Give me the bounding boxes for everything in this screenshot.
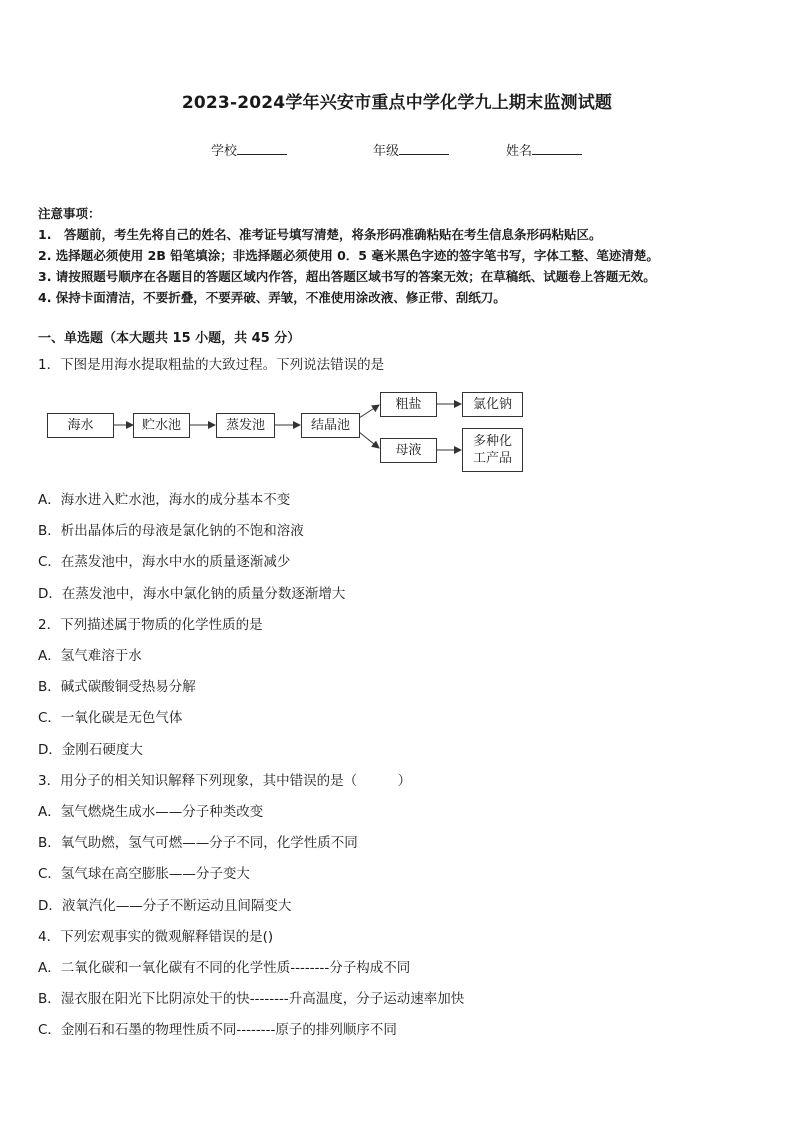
option: A．氢气难溶于水 [38,648,142,664]
question-stem: 4．下列宏观事实的微观解释错误的是() [38,929,274,945]
option: C．一氧化碳是无色气体 [38,710,183,726]
grade-label: 年级 [373,144,400,159]
option: C．氢气球在高空膨胀——分子变大 [38,866,250,882]
option: A．氢气燃烧生成水——分子种类改变 [38,804,264,820]
chemical-products-box [462,428,523,472]
name-label: 姓名 [506,144,533,159]
page-title: 2023-2024学年兴安市重点中学化学九上期末监测试题 [181,93,613,113]
option: A．海水进入贮水池，海水的成分基本不变 [38,492,291,508]
option: D．金刚石硬度大 [38,742,143,758]
nacl-box: 氯化钠 [462,392,523,417]
note-item: 4. 保持卡面清洁，不要折叠，不要弄破、弄皱，不准使用涂改液、修正带、刮纸刀。 [38,290,506,305]
option: B．析出晶体后的母液是氯化钠的不饱和溶液 [38,523,304,539]
option: B．湿衣服在阳光下比阴凉处干的快--------升高温度，分子运动速率加快 [38,991,465,1007]
note-item: 1. 答题前，考生先将自己的姓名、准考证号填写清楚，将条形码准确粘贴在考生信息条形码粘贴区。 [38,227,602,242]
option: B．碱式碳酸铜受热易分解 [38,679,196,695]
note-item: 2. 选择题必须使用 2B 铅笔填涂；非选择题必须使用 0．5 毫米黑色字迹的签字笔书写，字体工整、笔迹清楚。 [38,248,659,263]
option: D．在蒸发池中，海水中氯化钠的质量分数逐渐增大 [38,586,346,602]
option: A．二氧化碳和一氧化碳有不同的化学性质--------分子构成不同 [38,960,411,976]
option: B．氧气助燃，氢气可燃——分子不同，化学性质不同 [38,835,358,851]
reservoir-box: 贮水池 [133,413,190,438]
question-stem: 3．用分子的相关知识解释下列现象，其中错误的是（ ） [38,773,412,789]
crude-salt-box: 粗盐 [380,392,437,417]
products-line: 工产品 [472,451,512,466]
evaporation-box: 蒸发池 [216,413,275,438]
school-label: 学校 [211,144,238,159]
notes-heading: 注意事项： [38,206,101,221]
option: C．金刚石和石墨的物理性质不同--------原子的排列顺序不同 [38,1022,397,1038]
section-heading: 一、单选题（本大题共 15 小题，共 45 分） [38,331,301,346]
question-stem: 1．下图是用海水提取粗盐的大致过程。下列说法错误的是 [38,357,385,373]
question-stem: 2．下列描述属于物质的化学性质的是 [38,617,263,633]
option: C．在蒸发池中，海水中水的质量逐渐减少 [38,554,291,570]
option: D．液氧汽化——分子不断运动且间隔变大 [38,898,292,914]
seawater-box: 海水 [47,413,114,438]
note-item: 3. 请按照题号顺序在各题目的答题区域内作答，超出答题区域书写的答案无效；在草稿纸、试题卷上答题无效。 [38,269,656,284]
mother-liquor-box: 母液 [380,438,437,463]
products-line: 多种化 [472,434,512,449]
crystallization-box: 结晶池 [301,413,360,438]
